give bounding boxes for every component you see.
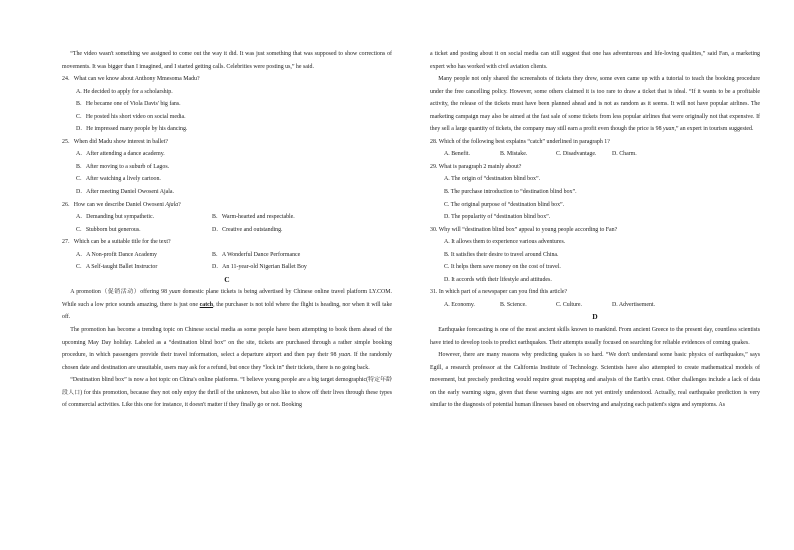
question-27-options-row-2	[76, 261, 392, 274]
question-28-option-d: D. Charm.	[612, 151, 637, 158]
question-28-option-b: B. Mistake.	[500, 151, 528, 158]
question-30-stem: 30. Why will “destination blind box” appeal to young people according to Fan?	[430, 226, 618, 233]
question-26-option-d: D．Creative and outstanding.	[212, 226, 283, 233]
section-d-heading: D	[592, 312, 598, 322]
right-column	[430, 48, 760, 412]
question-24-option-a: A. He decided to apply for a scholarship.	[76, 88, 173, 95]
question-27-options-row-1	[76, 249, 392, 262]
question-29-option-c: C. The original purpose of “destination blind box”.	[444, 201, 565, 208]
question-26-option-b: B．Warm-hearted and respectable.	[212, 214, 295, 221]
question-28-option-a: A. Benefit.	[444, 151, 471, 158]
section-c-heading: C	[224, 274, 230, 284]
question-26-options-row-1	[76, 211, 392, 224]
question-29-option-b: B. The purchase introduction to “destination blind box”.	[444, 189, 577, 196]
question-26-option-c: C．Stubborn but generous.	[76, 226, 141, 233]
passage-c-paragraph-3: “Destination blind box” is now a hot topic on China's online platforms. “I believe young people are a big target demographic(特定年龄段人口) for this promotion, because they not only enjoy the thrill of the unknown, but also like to show off their lives through these types of commercial activities. Like this one for instance, it doesn't matter if they finally go or not. Booking	[62, 377, 392, 409]
question-30-option-a: A. It allows them to experience various adventures.	[444, 239, 566, 246]
passage-d-paragraph-2: However, there are many reasons why predicting quakes is so hard. “We don't understand some basic physics of earthquakes,” says Egill, a research professor at the California Institute of Technology. Scientists have also attempted to create mathematical models of movement, but precisely predicting would require great mapping and analysis of the Earth's crust. Other challenges include a lack of data on the early warning signs, given that these warning signs are not yet entirely understood. Actually, real earthquake prediction is very similar to the diagnosis of potential human illnesses based on observing and analyzing each patient's signs and symptoms. As	[430, 352, 760, 409]
passage-d-paragraph-1: Earthquake forecasting is one of the most ancient skills known to mankind. From ancient Greece to the present day, countless scientists have tried to develop tools to predict earthquakes. Their attempts usually focused on searching for reliable evidences of coming quakes.	[430, 327, 760, 346]
question-25-option-d: D．After meeting Daniel Owoseni Ajala.	[76, 189, 174, 196]
question-27-stem: 27．Which can be a suitable title for the text?	[62, 239, 171, 246]
question-25-option-a: A．After attending a dance academy.	[76, 151, 165, 158]
passage-c-paragraph-4: Many people not only shared the screenshots of tickets they drew, some even came up with a tutorial to teach the booking procedure under the free cancelling policy. However, some others claimed it is too rare to draw a ticket that is ideal. “If it wants to be a profitable activity, the release of the tickets must have been planned ahead and is not as random as it seems. It will not have popular airlines. The marketing campaign may also be aimed at the fast sale of some tickets from less popular airlines that were originally not that expensive. If they sell a large quantity of tickets, the company may still earn a profit even though the price is 98 yuan,” an expert in tourism suggested.	[430, 76, 760, 133]
question-26-option-a: A．Demanding but sympathetic.	[76, 214, 155, 221]
question-28-option-c: C. Disadvantage.	[556, 151, 597, 158]
question-31-stem: 31. In which part of a newspaper can you find this article?	[430, 289, 568, 296]
question-28-options	[444, 148, 760, 161]
question-24-stem: 24．What can we know about Anthony Mmesoma Madu?	[62, 76, 200, 83]
question-24-option-d: D．He impressed many people by his dancing.	[76, 126, 188, 133]
question-25-stem: 25．When did Madu show interest in ballet?	[62, 138, 169, 145]
question-29-option-a: A. The origin of “destination blind box”.	[444, 176, 541, 183]
question-28-stem: 28. Which of the following best explains “catch” underlined in paragraph 1?	[430, 138, 610, 145]
underlined-word-catch: catch	[199, 301, 214, 308]
question-31-option-d: D. Advertisement.	[612, 301, 656, 308]
passage-c-paragraph-1: A promotion（促销活动）offering 98 yuan domestic plane tickets is being advertised by Chinese online travel platform LY.COM. While such a low price sounds amazing, there is just one catch, the purchaser is not told where the flight is heading, nor when it will take off.	[62, 289, 393, 321]
question-25-option-c: C．After watching a lively cartoon.	[76, 176, 161, 183]
question-24-option-c: C．He posted his short video on social media.	[76, 113, 186, 120]
question-30-option-b: B. It satisfies their desire to travel around China.	[444, 251, 559, 258]
question-31-option-a: A. Economy.	[444, 301, 475, 308]
passage-c-paragraph-3-continued: a ticket and posting about it on social media can still suggest that one has adventurous and life-loving qualities,” said Fan, a marketing expert who has worked with civil aviation clients.	[430, 51, 760, 70]
question-26-stem: 26．How can we describe Daniel Owoseni Ajala?	[62, 201, 181, 208]
question-31-option-c: C. Culture.	[556, 301, 583, 308]
question-30-option-c: C. It helps them save money on the cost of travel.	[444, 264, 561, 271]
question-27-option-a: A．A Non-profit Dance Academy	[76, 251, 157, 258]
passage-c-paragraph-2: The promotion has become a trending topic on Chinese social media as some people have been attempting to book them ahead of the upcoming May Day holiday. Labeled as a “destination blind box” on the site, tickets are purchased through a rather simple booking procedure, in which passengers provide their travel information, select a departure airport and then pay their 98 yuan. If the randomly chosen date and destination are unsuitable, users may ask for a refund, but once they “lock in” their tickets, there is no going back.	[62, 327, 392, 371]
question-26-options-row-2	[76, 224, 392, 237]
question-29-option-d: D. The popularity of “destination blind box”.	[444, 214, 551, 221]
question-27-option-c: C．A Self-taught Ballet Instructor	[76, 264, 158, 271]
question-31-options	[444, 299, 760, 312]
question-24-option-b: B．He became one of Viola Davis' big fans.	[76, 101, 181, 108]
question-27-option-b: B．A Wonderful Dance Performance	[212, 251, 301, 258]
passage-b-quote: “The video wasn't something we assigned to come out the way it did. It was just something that was supposed to show corrections of movements. It was bigger than I imagined, and I started getting calls. Celebrities were posting us,” he said.	[62, 51, 392, 70]
left-column	[62, 48, 392, 412]
question-30-option-d: D. It accords with their lifestyle and attitudes.	[444, 276, 552, 283]
question-27-option-d: D．An 11-year-old Nigerian Ballet Boy	[212, 264, 307, 271]
question-29-stem: 29. What is paragraph 2 mainly about?	[430, 163, 522, 170]
question-25-option-b: B．After moving to a suburb of Lagos.	[76, 163, 170, 170]
question-31-option-b: B. Science.	[500, 301, 527, 308]
